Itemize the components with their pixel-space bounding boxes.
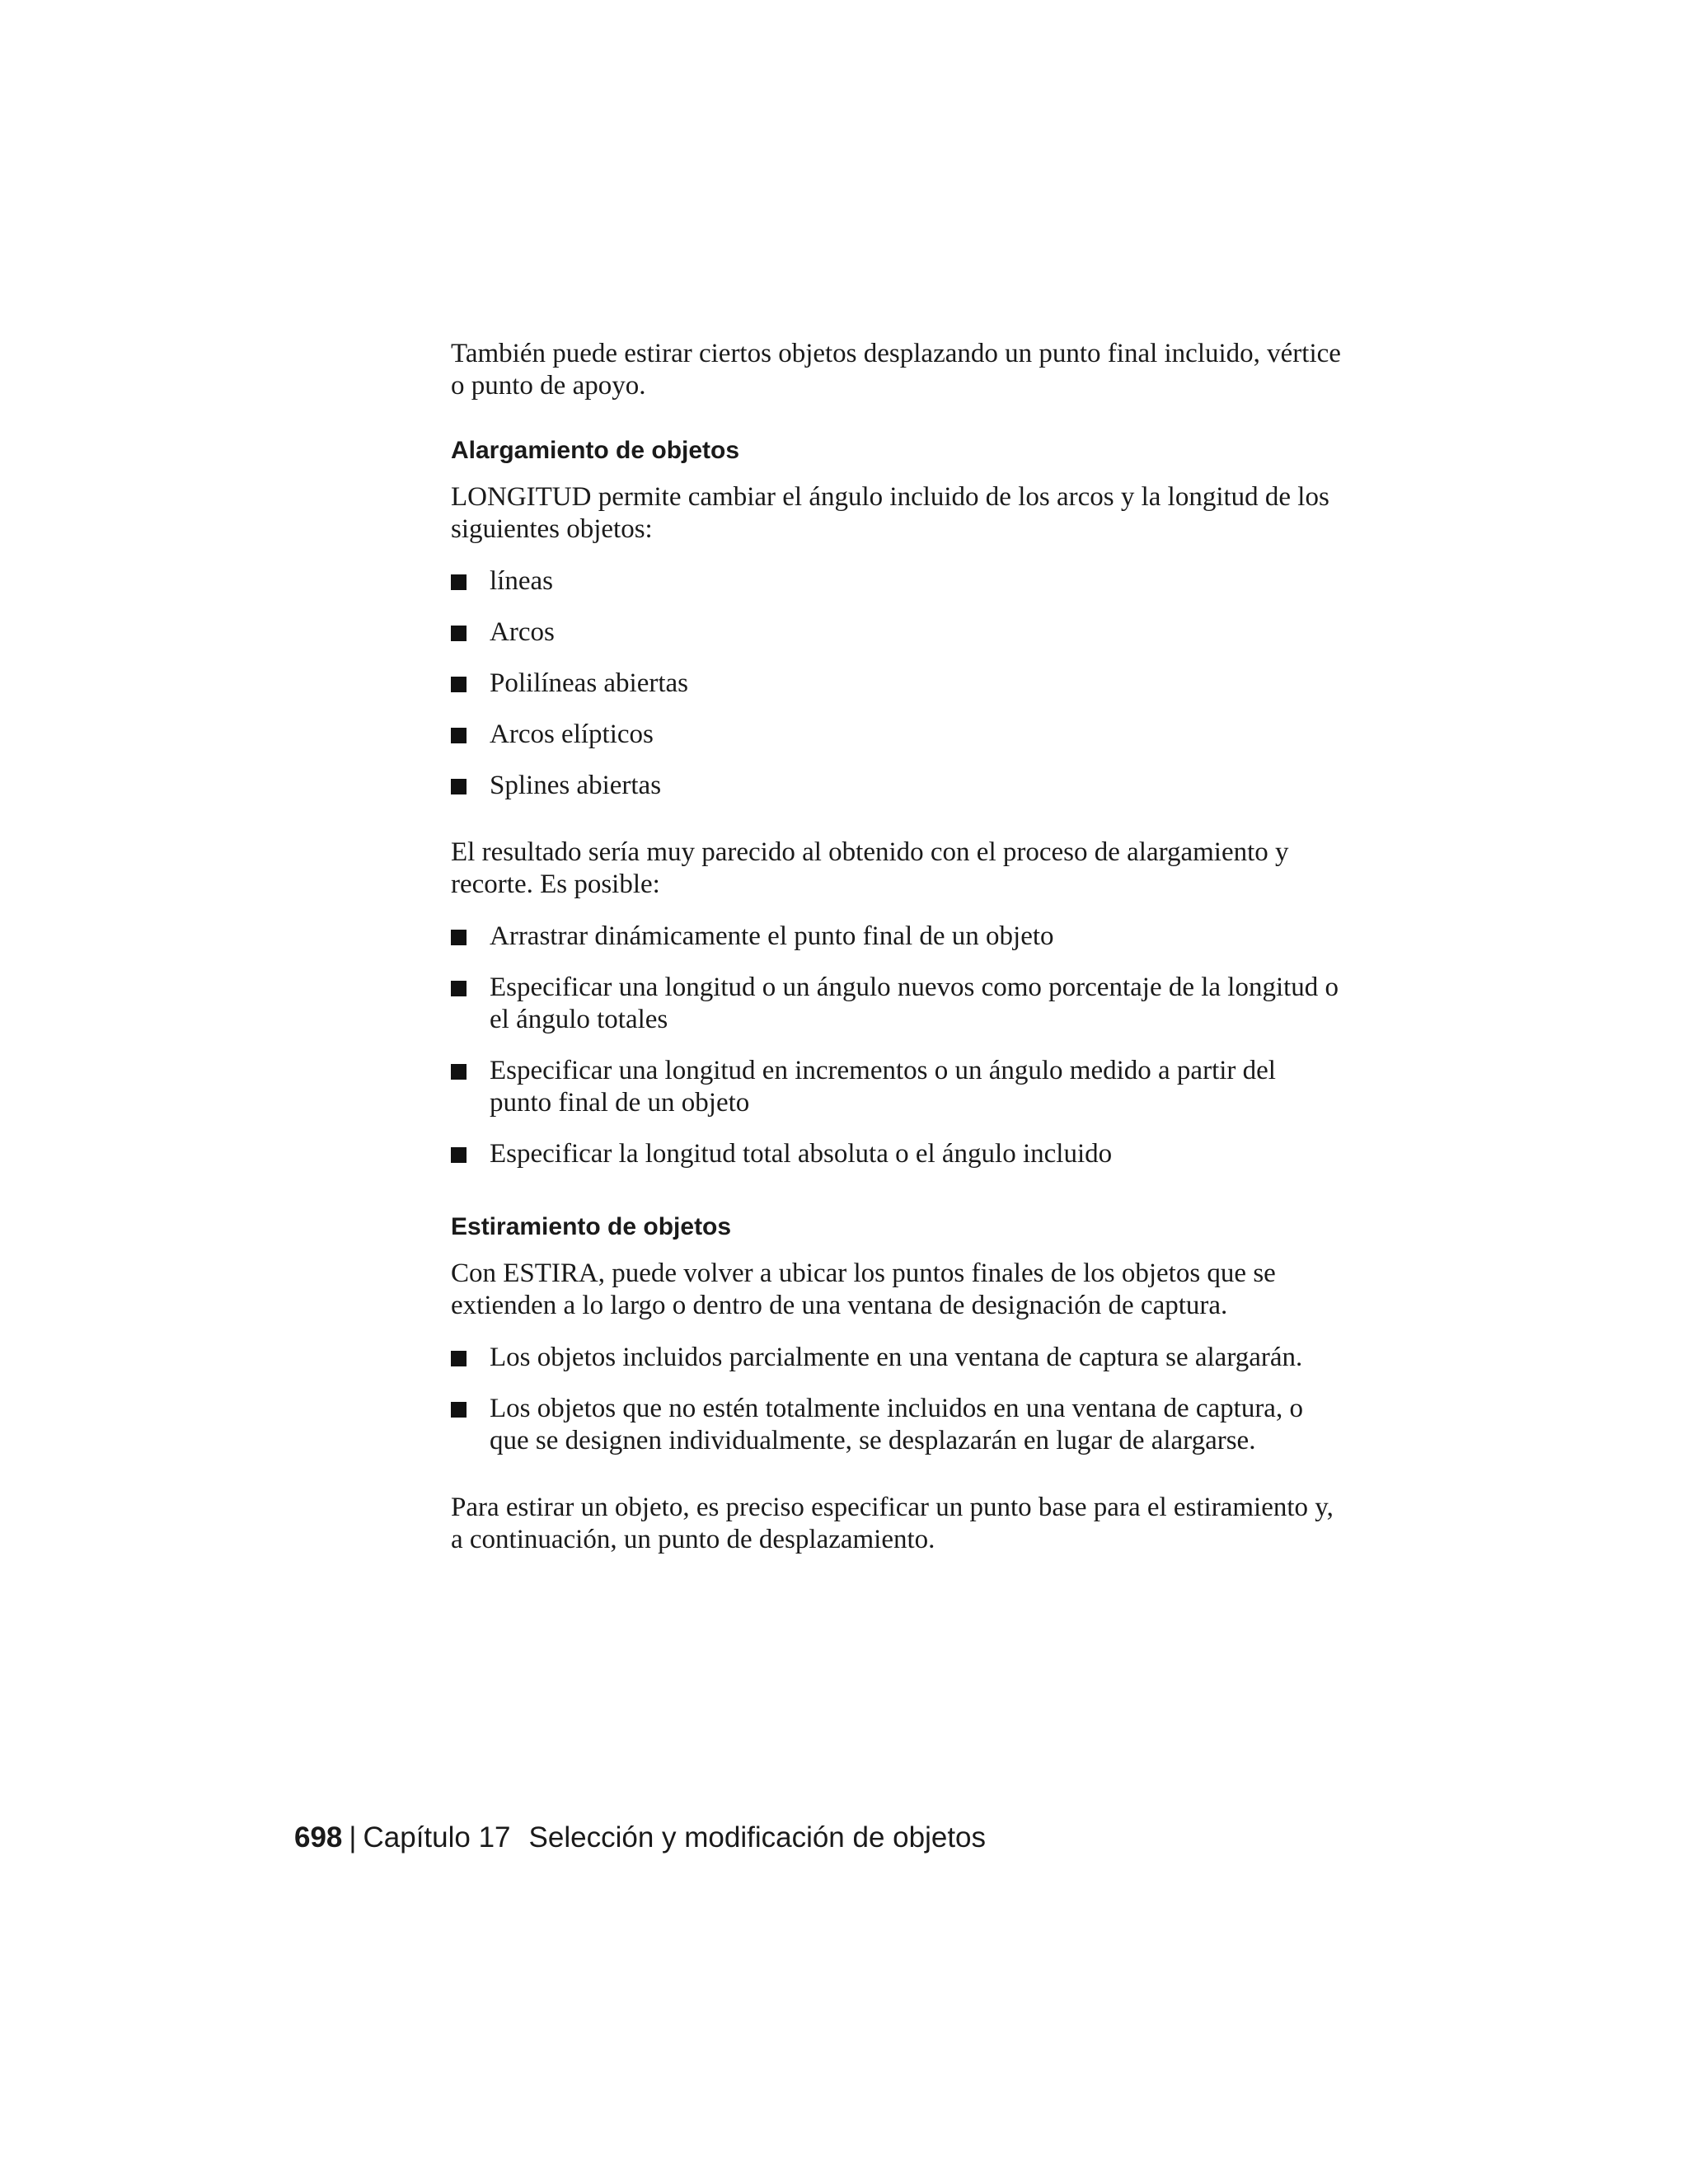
bullet-square-icon [451, 1402, 467, 1418]
list-item: Especificar una longitud o un ángulo nuevos como porcentaje de la longitud o el ángulo totales [451, 972, 1341, 1036]
intro-paragraph: También puede estirar ciertos objetos desplazando un punto final incluido, vértice o punto de apoyo. [451, 339, 1341, 401]
section-heading-alargamiento: Alargamiento de objetos [451, 437, 740, 464]
bullet-square-icon [451, 1351, 467, 1366]
bullet-square-icon [451, 981, 467, 996]
options-list [451, 921, 1341, 1170]
result-paragraph: El resultado sería muy parecido al obtenido con el proceso de alargamiento y recorte. Es posible: [451, 837, 1289, 899]
list-item: Splines abiertas [451, 770, 1341, 802]
bullet-square-icon [451, 1147, 467, 1163]
chapter-label: Capítulo 17 [363, 1821, 511, 1854]
list-item: Los objetos incluidos parcialmente en una ventana de captura se alargarán. [451, 1342, 1341, 1374]
chapter-title: Selección y modificación de objetos [528, 1821, 987, 1854]
bullet-square-icon [451, 779, 467, 794]
bullet-square-icon [451, 728, 467, 743]
page-footer [294, 1820, 986, 1856]
stretch-rules-list [451, 1342, 1341, 1457]
list-item: Polilíneas abiertas [451, 668, 1341, 700]
list-item: Especificar una longitud en incrementos o un ángulo medido a partir del punto final de un objeto [451, 1055, 1341, 1119]
longitud-paragraph: LONGITUD permite cambiar el ángulo incluido de los arcos y la longitud de los siguientes objetos: [451, 482, 1329, 544]
bullet-square-icon [451, 1064, 467, 1080]
footer-separator: | [349, 1821, 357, 1854]
section-heading-estiramiento: Estiramiento de objetos [451, 1213, 732, 1240]
list-item: Especificar la longitud total absoluta o el ángulo incluido [451, 1138, 1341, 1170]
list-item: Arrastrar dinámicamente el punto final de un objeto [451, 921, 1341, 953]
list-item: Arcos [451, 616, 1341, 649]
list-item: Arcos elípticos [451, 719, 1341, 751]
estira-paragraph: Con ESTIRA, puede volver a ubicar los puntos finales de los objetos que se extienden a lo largo o dentro de una ventana de designación de captura. [451, 1258, 1276, 1320]
list-item: Los objetos que no estén totalmente incluidos en una ventana de captura, o que se designen individualmente, se desplazarán en lugar de alargarse. [451, 1393, 1341, 1457]
bullet-square-icon [451, 677, 467, 692]
page-body [451, 338, 1341, 1556]
bullet-square-icon [451, 930, 467, 945]
closing-paragraph: Para estirar un objeto, es preciso especificar un punto base para el estiramiento y, a continuación, un punto de desplazamiento. [451, 1493, 1334, 1554]
list-item: líneas [451, 565, 1341, 598]
bullet-square-icon [451, 574, 467, 590]
page-number: 698 [294, 1821, 343, 1854]
bullet-square-icon [451, 626, 467, 641]
object-types-list [451, 565, 1341, 802]
